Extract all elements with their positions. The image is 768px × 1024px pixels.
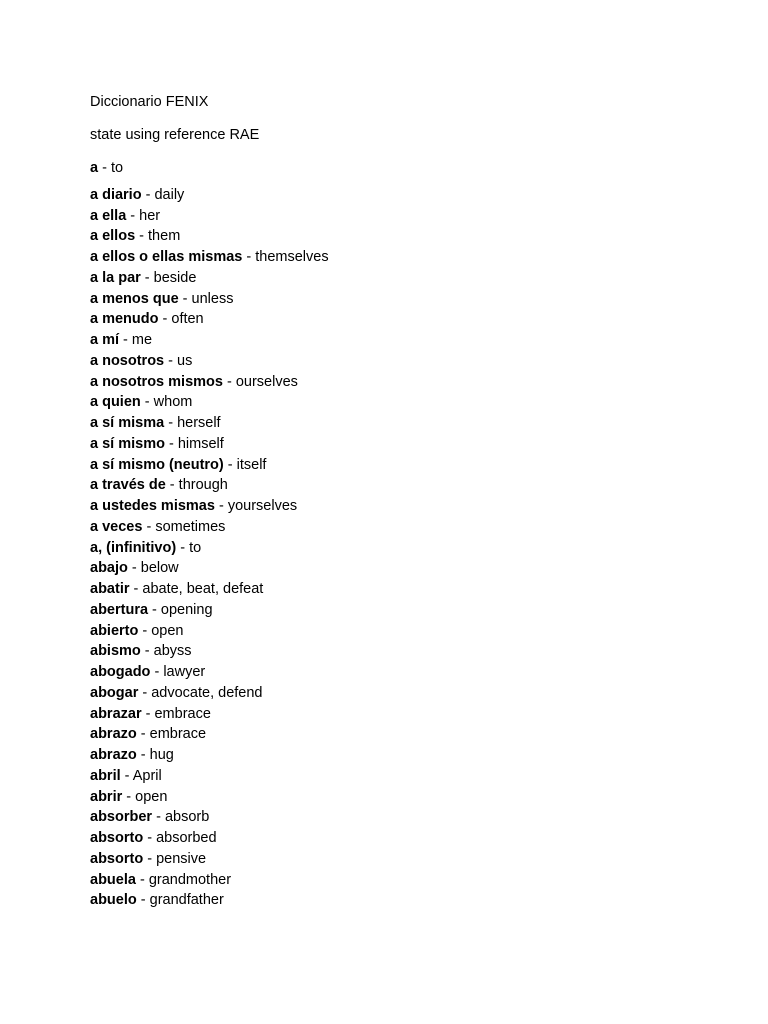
dictionary-entry [90,621,730,642]
entry-separator: - [143,830,157,846]
entry-definition: to [110,160,124,176]
dictionary-entry [90,683,730,704]
entry-separator: - [242,249,256,265]
entry-definition: unless [191,290,234,307]
entry-term: abrir [90,788,123,805]
entry-separator: - [164,415,178,431]
entry-term: abajo [90,560,128,577]
entry-term: a ellos [90,228,136,245]
entry-definition: open [135,788,168,805]
entry-definition: open [151,622,184,639]
entry-separator: - [141,705,155,722]
entry-separator: - [138,622,152,639]
entry-separator: - [119,332,132,348]
entry-definition: sometimes [155,518,226,535]
entry-separator: - [142,518,156,535]
entry-term: a ustedes mismas [90,498,215,514]
entry-term: a la par [90,269,141,286]
entry-separator: - [138,684,152,701]
dictionary-page [90,92,730,911]
entry-term: abismo [90,643,141,660]
entry-term: a diario [90,186,142,203]
entry-separator: - [164,352,178,369]
entry-definition: abate, beat, defeat [142,581,264,597]
entry-term: abuelo [90,892,137,909]
entry-term: abrazar [90,705,142,722]
entry-separator: - [140,269,154,286]
entry-term: a través de [90,477,166,494]
dictionary-entry [90,289,730,310]
entry-term: a menudo [90,311,159,328]
entry-separator: - [136,726,150,743]
entry-term: abierto [90,622,139,639]
dictionary-entry [90,226,730,247]
entry-term: a mí [90,332,120,348]
dictionary-entry [90,185,730,206]
dictionary-entry [90,766,730,787]
entry-definition: absorb [164,809,210,826]
dictionary-entry [90,538,730,559]
entry-definition: advocate, defend [151,684,263,701]
entry-definition: himself [177,435,224,452]
entry-term: abogado [90,664,151,680]
entry-term: a sí mismo [90,435,165,452]
entry-term: a [90,160,99,176]
entry-definition: itself [236,456,267,473]
entry-separator: - [143,850,157,867]
entry-separator: - [120,767,133,784]
entry-term: abertura [90,601,149,618]
entry-separator: - [122,788,136,805]
entry-definition: lawyer [163,664,206,680]
entry-definition: embrace [149,726,207,743]
document-subtitle: state using reference RAE [90,127,260,143]
dictionary-entry [90,206,730,227]
dictionary-entry [90,247,730,268]
entry-term: abril [90,767,121,784]
entry-definition: herself [177,415,221,431]
entry-separator: - [223,456,237,473]
entry-definition: to [189,539,202,556]
dictionary-entry [90,807,730,828]
dictionary-entry [90,558,730,579]
entry-separator: - [214,498,228,514]
entry-definition: below [140,560,179,577]
entry-definition: us [177,352,193,369]
entry-definition: grandmother [148,871,232,888]
entry-term: abuela [90,871,136,888]
entry-separator: - [150,664,164,680]
entry-term: abrazo [90,726,137,743]
entry-term: a sí misma [90,415,165,431]
entry-separator: - [141,186,155,203]
entry-definition: embrace [154,705,211,722]
dictionary-entry [90,745,730,766]
entry-separator: - [178,290,192,307]
entry-separator: - [135,228,149,245]
entry-definition: pensive [156,850,207,867]
entry-separator: - [127,560,141,577]
entry-list [90,185,730,911]
entry-definition: whom [153,394,193,411]
entry-term: absorber [90,809,153,826]
entry-separator: - [158,311,172,328]
entry-term: a quien [90,394,141,411]
dictionary-entry [90,517,730,538]
entry-definition: yourselves [227,498,298,514]
entry-term: abogar [90,684,139,701]
entry-term: a sí mismo (neutro) [90,456,224,473]
entry-term: a ella [90,207,127,224]
entry-definition: hug [149,747,174,763]
dictionary-entry [90,849,730,870]
dictionary-entry [90,392,730,413]
entry-term: a ellos o ellas mismas [90,249,243,265]
entry-definition: ourselves [235,373,298,390]
entry-separator: - [152,809,165,826]
dictionary-entry [90,372,730,393]
entry-separator: - [176,539,190,556]
entry-separator: - [140,394,154,411]
entry-definition: themselves [255,249,329,265]
dictionary-entry [90,890,730,911]
entry-definition: her [139,207,161,224]
entry-term: a nosotros mismos [90,373,223,390]
entry-term: a nosotros [90,352,165,369]
dictionary-entry [90,579,730,600]
dictionary-entry [90,704,730,725]
entry-definition: me [131,332,153,348]
dictionary-entry [90,662,730,683]
entry-separator: - [140,643,154,660]
dictionary-entry [90,434,730,455]
dictionary-entry [90,600,730,621]
entry-term: a veces [90,518,143,535]
entry-term: abatir [90,581,130,597]
entry-term: absorto [90,830,144,846]
dictionary-entry [90,351,730,372]
dictionary-entry [90,724,730,745]
entry-separator: - [126,207,140,224]
entry-definition: April [132,767,162,784]
entry-separator: - [136,892,150,909]
dictionary-entry [90,413,730,434]
entry-definition: grandfather [149,892,224,909]
entry-definition: daily [154,186,185,203]
dictionary-entry [90,641,730,662]
entry-term: a, (infinitivo) [90,539,177,556]
entry-definition: through [178,477,228,494]
entry-separator: - [222,373,236,390]
dictionary-entry [90,787,730,808]
entry-separator: - [135,871,149,888]
dictionary-entry [90,455,730,476]
dictionary-entry [90,158,730,179]
dictionary-entry [90,828,730,849]
entry-separator: - [165,477,179,494]
entry-separator: - [164,435,178,452]
dictionary-entry [90,496,730,517]
dictionary-entry [90,309,730,330]
dictionary-entry [90,330,730,351]
dictionary-entry [90,475,730,496]
entry-term: absorto [90,850,144,867]
document-title: Diccionario FENIX [90,94,209,110]
entry-definition: often [171,311,204,328]
dictionary-entry [90,268,730,289]
dictionary-entry [90,870,730,891]
entry-definition: absorbed [156,830,217,846]
entry-term: a menos que [90,290,179,307]
entry-definition: abyss [153,643,192,660]
entry-separator: - [98,160,111,176]
entry-separator: - [148,601,161,618]
entry-separator: - [129,581,143,597]
entry-term: abrazo [90,747,137,763]
entry-separator: - [136,747,150,763]
entry-definition: them [148,228,181,245]
entry-definition: beside [153,269,197,286]
entry-definition: opening [160,601,213,618]
